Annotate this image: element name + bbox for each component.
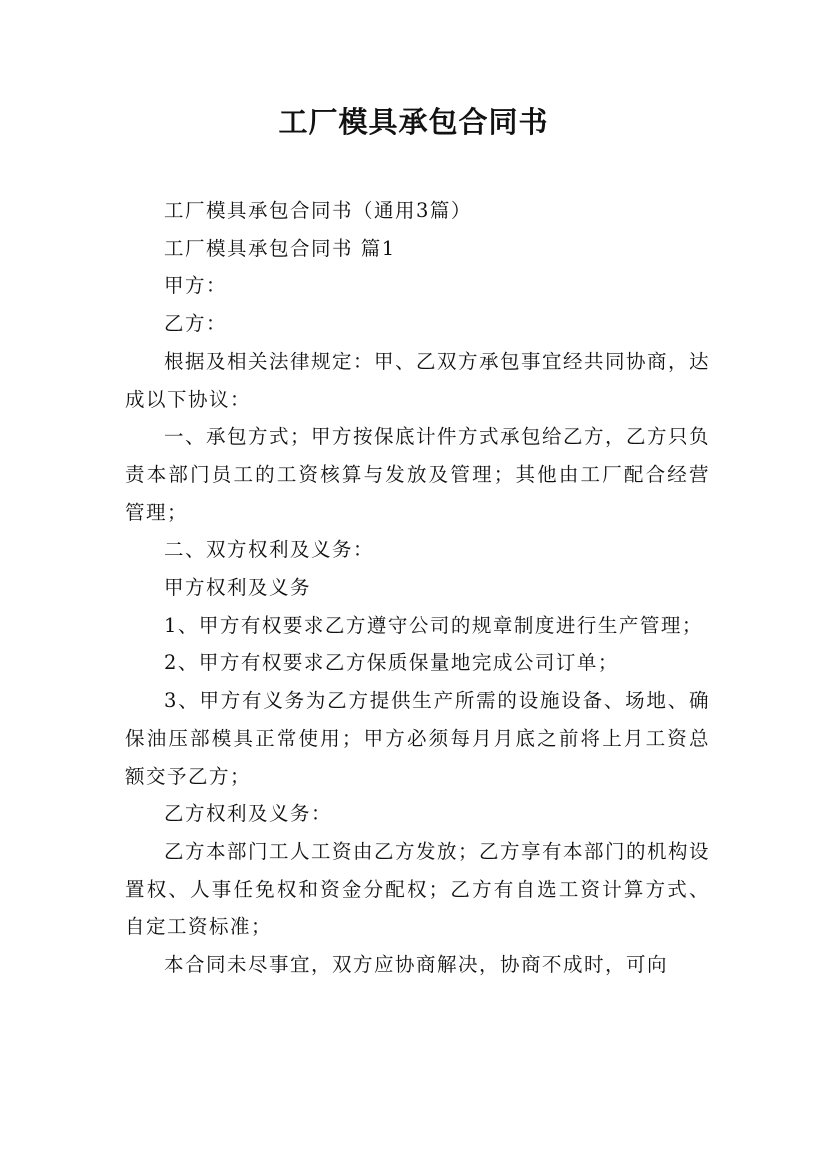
paragraph-party-a-rights-heading: 甲方权利及义务 xyxy=(164,576,312,600)
paragraph-section-heading: 工厂模具承包合同书 篇1 xyxy=(164,236,396,260)
paragraph-party-b: 乙方： xyxy=(164,312,228,336)
paragraph-clause-1: 1、甲方有权要求乙方遵守公司的规章制度进行生产管理； xyxy=(164,613,703,637)
paragraph-clause-2: 2、甲方有权要求乙方保质保量地完成公司订单； xyxy=(164,651,619,675)
paragraph-clause-3: 3、甲方有义务为乙方提供生产所需的设施设备、场地、确保油压部模具正常使用；甲方必须每月月底之前将上月工资总额交予乙方； xyxy=(125,689,710,788)
paragraph-preamble: 根据及相关法律规定：甲、乙双方承包事宜经共同协商，达成以下协议： xyxy=(125,349,711,411)
paragraph-rights-heading: 二、双方权利及义务： xyxy=(164,538,375,562)
document-title: 工厂模具承包合同书 xyxy=(278,105,549,139)
paragraph-unresolved-matters: 本合同未尽事宜，双方应协商解决，协商不成时，可向 xyxy=(164,953,669,977)
paragraph-party-b-rights: 乙方本部门工人工资由乙方发放；乙方享有本部门的机构设置权、人事任免权和资金分配权；乙方有自选工资计算方式、自定工资标准； xyxy=(125,839,711,939)
document-body xyxy=(125,192,710,984)
paragraph-party-b-rights-heading: 乙方权利及义务： xyxy=(164,802,333,826)
paragraph-subtitle: 工厂模具承包合同书（通用3篇） xyxy=(164,199,472,222)
paragraph-contract-method: 一、承包方式；甲方按保底计件方式承包给乙方，乙方只负责本部门员工的工资核算与发放及管理；其他由工厂配合经营管理； xyxy=(125,425,711,524)
paragraph-party-a: 甲方： xyxy=(164,274,228,298)
